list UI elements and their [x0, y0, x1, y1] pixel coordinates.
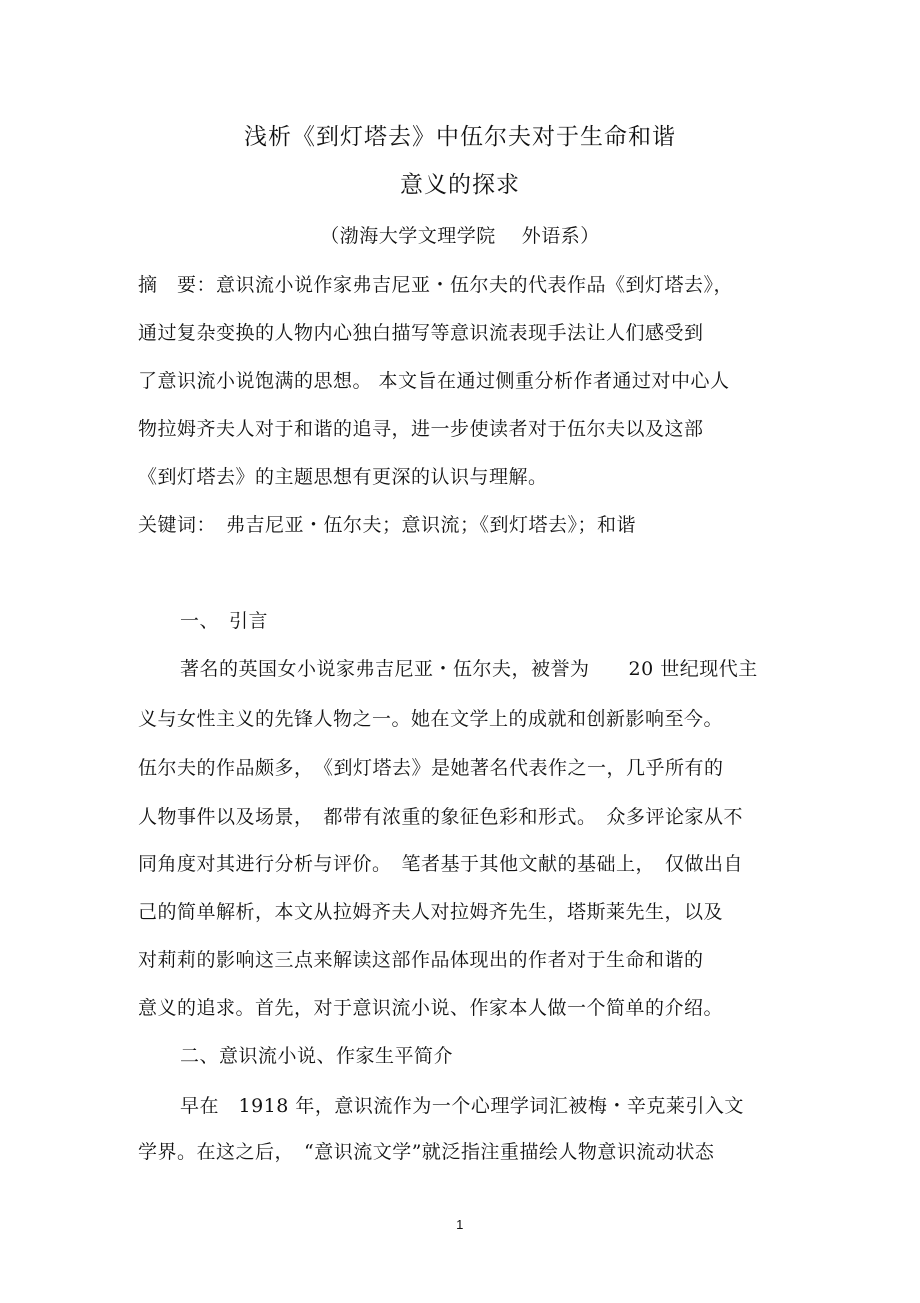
- paragraph-line: 意义的追求。首先，对于意识流小说、作家本人做一个简单的介绍。: [138, 997, 724, 1019]
- paragraph-line: 学界。在这之后， “意识流文学”就泛指注重描绘人物意识流动状态: [138, 1141, 715, 1163]
- abstract-line: 通过复杂变换的人物内心独白描写等意识流表现手法让人们感受到: [138, 322, 704, 344]
- paragraph-line: 同角度对其进行分析与评价。 笔者基于其他文献的基础上， 仅做出自: [138, 853, 744, 875]
- paragraph-line: 己的简单解析，本文从拉姆齐夫人对拉姆齐先生，塔斯莱先生，以及: [138, 901, 724, 923]
- title-line-1: 浅析《到灯塔去》中伍尔夫对于生命和谐: [244, 124, 676, 150]
- affiliation: （渤海大学文理学院 外语系）: [320, 225, 600, 247]
- paragraph-line: 伍尔夫的作品颇多， 《到灯塔去》是她著名代表作之一，几乎所有的: [138, 757, 724, 779]
- section-heading: 二、意识流小说、作家生平简介: [180, 1045, 454, 1067]
- paragraph-line: 义与女性主义的先锋人物之一。她在文学上的成就和创新影响至今。: [138, 708, 724, 730]
- title-line-2: 意义的探求: [400, 172, 520, 198]
- paragraph-line: 著名的英国女小说家弗吉尼亚・伍尔夫，被誉为 20 世纪现代主: [180, 658, 758, 680]
- paragraph-line: 人物事件以及场景， 都带有浓重的象征色彩和形式。 众多评论家从不: [138, 806, 744, 828]
- abstract-line: 摘 要：意识流小说作家弗吉尼亚・伍尔夫的代表作品《到灯塔去》，: [138, 274, 734, 296]
- abstract-line: 了意识流小说饱满的思想。 本文旨在通过侧重分析作者通过对中心人: [138, 370, 730, 392]
- page-number: 1: [456, 1217, 464, 1232]
- paragraph-line: 早在 1918 年，意识流作为一个心理学词汇被梅・辛克莱引入文: [180, 1095, 744, 1117]
- abstract-line: 《到灯塔去》的主题思想有更深的认识与理解。: [138, 466, 548, 488]
- keywords: 关键词： 弗吉尼亚・伍尔夫；意识流；《到灯塔去》；和谐: [138, 514, 637, 536]
- abstract-line: 物拉姆齐夫人对于和谐的追寻，进一步使读者对于伍尔夫以及这部: [138, 418, 704, 440]
- paragraph-line: 对莉莉的影响这三点来解读这部作品体现出的作者对于生命和谐的: [138, 949, 704, 971]
- section-heading: 一、 引言: [180, 610, 269, 632]
